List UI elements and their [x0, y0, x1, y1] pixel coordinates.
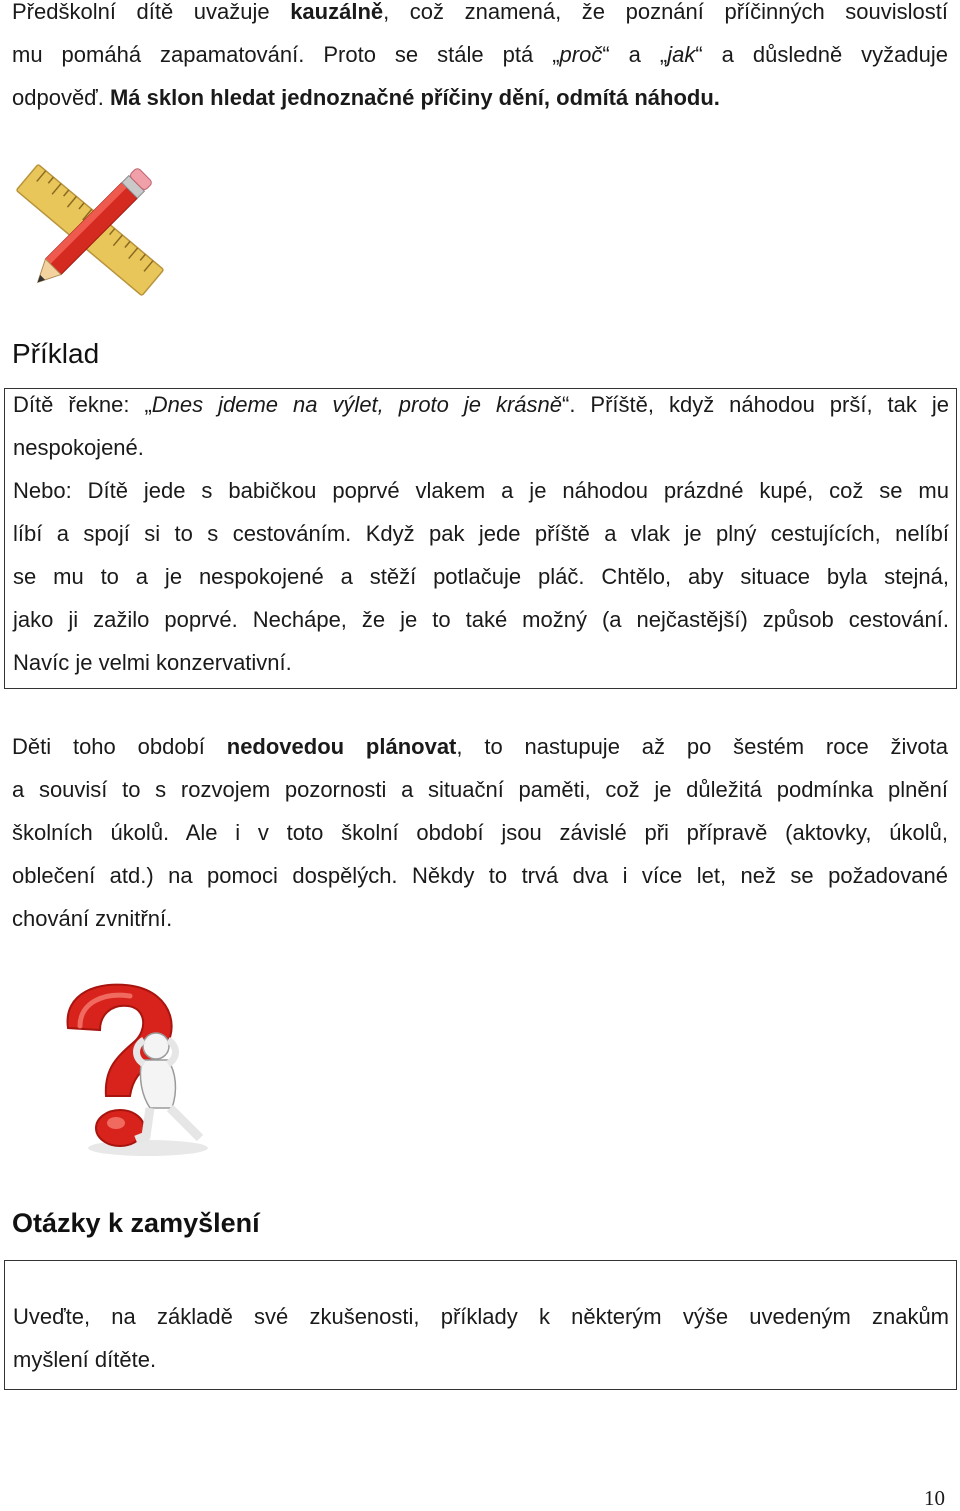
questions-paragraph: [13, 1295, 949, 1381]
planning-line-3: školních úkolů. Ale i v toto školní období jsou závislé při přípravě (aktovky, úkolů,: [12, 820, 948, 845]
questions-heading: Otázky k zamyšlení: [12, 1208, 260, 1238]
example-line-2: nespokojené.: [13, 435, 144, 460]
ruler-pencil-icon: [10, 155, 170, 305]
planning-line-1: Děti toho období nedovedou plánovat, to nastupuje až po šestém roce života: [12, 734, 948, 759]
questions-line-1: Uveďte, na základě své zkušenosti, příklady k některým výše uvedeným znakům: [13, 1304, 949, 1329]
example-line-1: Dítě řekne: „Dnes jdeme na výlet, proto je krásně“. Příště, když náhodou prší, tak je: [13, 392, 949, 417]
questions-box: [4, 1260, 957, 1390]
intro-line-1: Předškolní dítě uvažuje kauzálně, což znamená, že poznání příčinných souvislostí: [12, 0, 948, 24]
planning-line-2: a souvisí to s rozvojem pozornosti a situační paměti, což je důležitá podmínka plnění: [12, 777, 948, 802]
example-line-6: jako ji zažilo poprvé. Nechápe, že je to také možný (a nejčastější) způsob cestování.: [13, 607, 949, 632]
planning-line-4: oblečení atd.) na pomoci dospělých. Někdy to trvá dva i více let, než se požadované: [12, 863, 948, 888]
questions-line-2: myšlení dítěte.: [13, 1347, 157, 1372]
planning-paragraph: [12, 725, 948, 940]
example-heading: Příklad: [12, 338, 100, 369]
question-mark-figure-icon: [38, 968, 218, 1163]
intro-line-2: mu pomáhá zapamatování. Proto se stále ptá „proč“ a „jak“ a důsledně vyžaduje: [12, 42, 948, 67]
example-box: [4, 388, 957, 689]
example-line-4: líbí a spojí si to s cestováním. Když pak jede příště a vlak je plný cestujících, nelíbí: [13, 521, 949, 546]
example-line-3: Nebo: Dítě jede s babičkou poprvé vlakem a je náhodou prázdné kupé, což se mu: [13, 478, 949, 503]
example-line-5: se mu to a je nespokojené a stěží potlačuje pláč. Chtělo, aby situace byla stejná,: [13, 564, 949, 589]
intro-line-3: odpověď. Má sklon hledat jednoznačné příčiny dění, odmítá náhodu.: [12, 85, 720, 110]
example-paragraph: [13, 383, 949, 684]
example-line-7: Navíc je velmi konzervativní.: [13, 650, 292, 675]
intro-paragraph: [12, 0, 948, 119]
page-number: 10: [924, 1486, 945, 1510]
planning-line-5: chování zvnitřní.: [12, 906, 173, 931]
